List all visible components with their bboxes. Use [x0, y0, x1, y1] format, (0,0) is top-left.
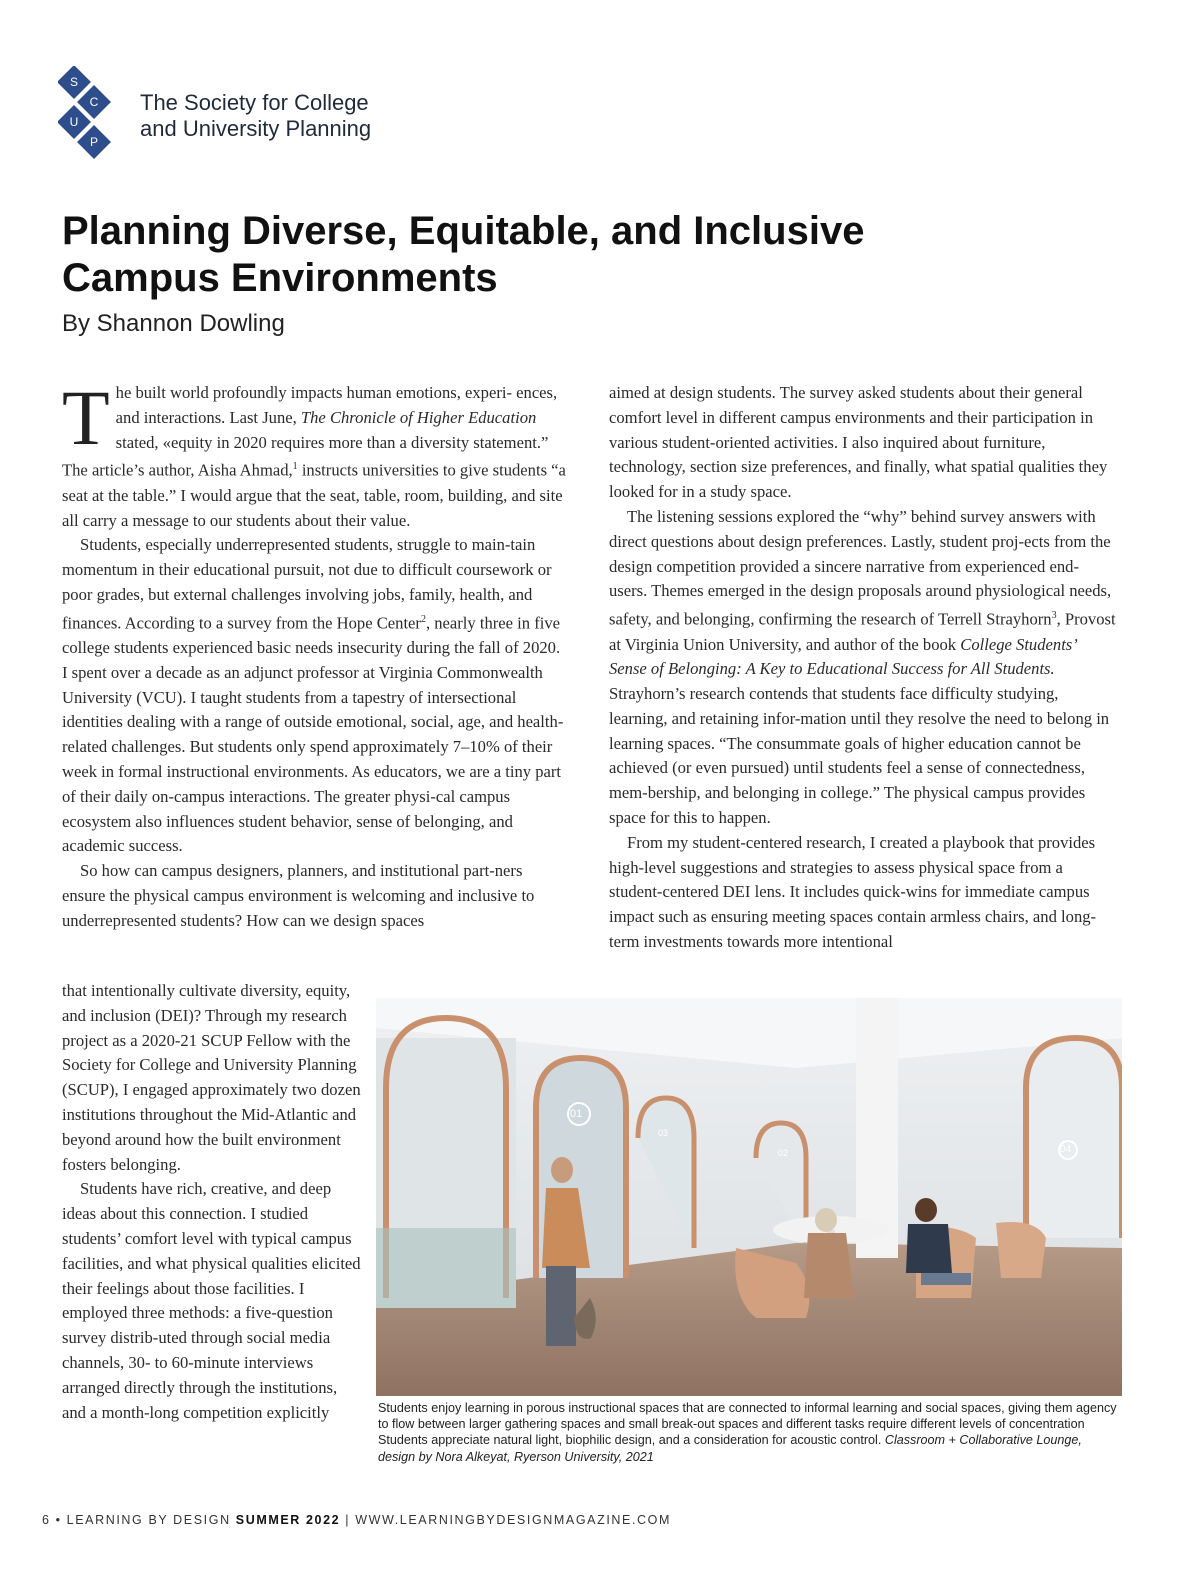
room-label-02: 02: [778, 1148, 789, 1158]
paragraph-7: From my student-centered research, I created a playbook that provides high-level suggestions and strategies to assess physical space from a student-centered DEI lens. It includes quick-wins for immediate campus impact such as ensuring meeting spaces contain armless chairs, and long-term investments towards more intentional: [609, 832, 1097, 952]
footer-issue: SUMMER 2022: [235, 1513, 341, 1527]
paragraph-2: [62, 533, 568, 859]
paragraph-3-continued: that intentionally cultivate diversity, equity, and inclusion (DEI)? Through my research project as a 2020-21 SCUP Fellow with the Society for College and University Planning (SCUP), I engaged approximately two dozen institutions throughout the Mid-Atlantic and beyond around how the built environment fosters belonging.: [62, 981, 361, 1174]
p2-text-a: Students, especially underrepresented students, struggle to main-tain momentum in their educational pursuit, not due to difficult coursework or poor grades, but external challenges involving jobs, family, health, and finances. According to a survey from the Hope Center: [62, 535, 552, 633]
footnote-ref-1: 1: [292, 461, 298, 473]
article-title: [62, 208, 962, 302]
logo-letter-s: S: [69, 75, 79, 89]
p6-text-c: Strayhorn’s research contends that students face difficulty studying, learning, and retaining infor-mation until they resolve the need to belong in learning spaces. “The consummate goals of higher education cannot be achieved (or even pursued) until students feel a sense of connectedness, mem-bership, and belonging in college.” The physical campus provides space for this to happen.: [609, 684, 1110, 828]
room-label-04: 04: [1060, 1144, 1072, 1155]
logo-letter-c: C: [89, 95, 99, 109]
paragraph-5: aimed at design students. The survey asked students about their general comfort level in different campus environments and their participation in various student-oriented activities. I also inquired about furniture, technology, section size preferences, and finally, what spatial qualities they looked for in a study space.: [609, 383, 1108, 502]
logo-line-1: The Society for College: [140, 90, 369, 115]
intro-line-4b: instructs: [297, 460, 359, 480]
column-2: [609, 381, 1117, 955]
intro-publication-2: Education: [468, 407, 537, 427]
photo-caption: [378, 1400, 1118, 1465]
intro-line-2: ences, and interactions. Last June,: [115, 383, 558, 427]
logo-line-2: and University Planning: [140, 116, 372, 141]
paragraph-3: So how can campus designers, planners, and institutional part-ners ensure the physical campus environment is welcoming and inclusive to underrepresented students? How can we design spaces: [62, 861, 535, 930]
book-title: College Students’ Sense of Belonging: A Key to Educational Success for All Students.: [609, 634, 1076, 679]
page-footer: [42, 1513, 671, 1527]
lounge-rendering-image: [376, 998, 1122, 1396]
room-label-03: 03: [658, 1128, 669, 1138]
paragraph-6: [609, 505, 1117, 831]
logo-wordmark: [140, 90, 371, 142]
scup-diamond-mark: [58, 66, 138, 162]
scup-logo: [58, 66, 478, 162]
article-byline: By Shannon Dowling: [62, 310, 285, 337]
caption-text: Students enjoy learning in porous instructional spaces that are connected to informal learning and social spaces, giving them agency to flow between larger gathering spaces and small break-out spaces and different tasks require different levels of concentration Students appreciate natural light, biophilic design, and a consideration for acoustic control.: [378, 1401, 1117, 1448]
paragraph-intro: [62, 374, 568, 533]
footnote-ref-2: 2: [420, 613, 426, 625]
intro-line-7: students about their value.: [236, 510, 411, 530]
intro-line-5: universities to give students “a seat at the table.” I would argue that: [62, 460, 566, 505]
intro-line-6: the seat, table, room, building, and site all carry a message to our: [62, 485, 563, 530]
drop-cap: T: [62, 374, 110, 461]
intro-line-4: diversity statement.” The article’s author, Aisha Ahmad,: [62, 432, 549, 480]
footnote-ref-3: 3: [1051, 610, 1057, 622]
paragraph-4: Students have rich, creative, and deep ideas about this connection. I studied students’ comfort level with typical campus facilities, and what physical qualities elicited their feelings about those facilities. I employed three methods: a five-question survey distrib-uted through social media channels, 30- to 60-minute interviews arranged directly through the institutions, and a month-long competition explicitly: [62, 1179, 361, 1422]
logo-letter-p: P: [89, 135, 99, 149]
article-title-line-1: Planning Diverse, Equitable, and Inclusive: [62, 209, 865, 253]
column-1-narrow: [62, 979, 362, 1425]
caption-credit: Classroom + Collaborative Lounge, design by Nora Alkeyat, Ryerson University, 2021: [378, 1433, 1082, 1464]
intro-line-1: he built world profoundly impacts human emotions, experi-: [115, 383, 512, 402]
column-1: [62, 374, 568, 934]
intro-line-3: stated, «equity in 2020 requires more than a: [115, 432, 407, 452]
p6-text-b: , Provost at Virginia Union University, and author of the book: [609, 609, 1116, 654]
footer-page-and-magazine: 6 • LEARNING BY DESIGN: [42, 1513, 236, 1527]
intro-publication: The Chronicle of Higher: [300, 407, 464, 427]
logo-letter-u: U: [69, 115, 79, 129]
p2-text-b: , nearly three in five college students experienced basic needs insecurity during the fall of 2020. I spent over a decade as an adjunct professor at Virginia Commonwealth University (VCU). I taught students from a tapestry of intersectional identities dealing with a range of outside emotional, social, age, and health-related challenges. But students only spend approximately 7–10% of their week in formal instructional environments. As educators, we are a tiny part of their daily on-campus interactions. The greater physi-cal campus ecosystem also influences student behavior, sense of belonging, and academic success.: [62, 613, 564, 856]
article-title-line-2: Campus Environments: [62, 256, 498, 300]
room-label-01: 01: [570, 1108, 583, 1120]
p6-text-a: The listening sessions explored the “why” behind survey answers with direct questions about design preferences. Lastly, student proj-ects from the design competition provided a sincere narrative from experienced end-users. Themes emerged in the design proposals around physiological needs, safety, and belonging, confirming the research of Terrell Strayhorn: [609, 506, 1112, 629]
footer-website: | WWW.LEARNINGBYDESIGNMAGAZINE.COM: [340, 1513, 672, 1527]
